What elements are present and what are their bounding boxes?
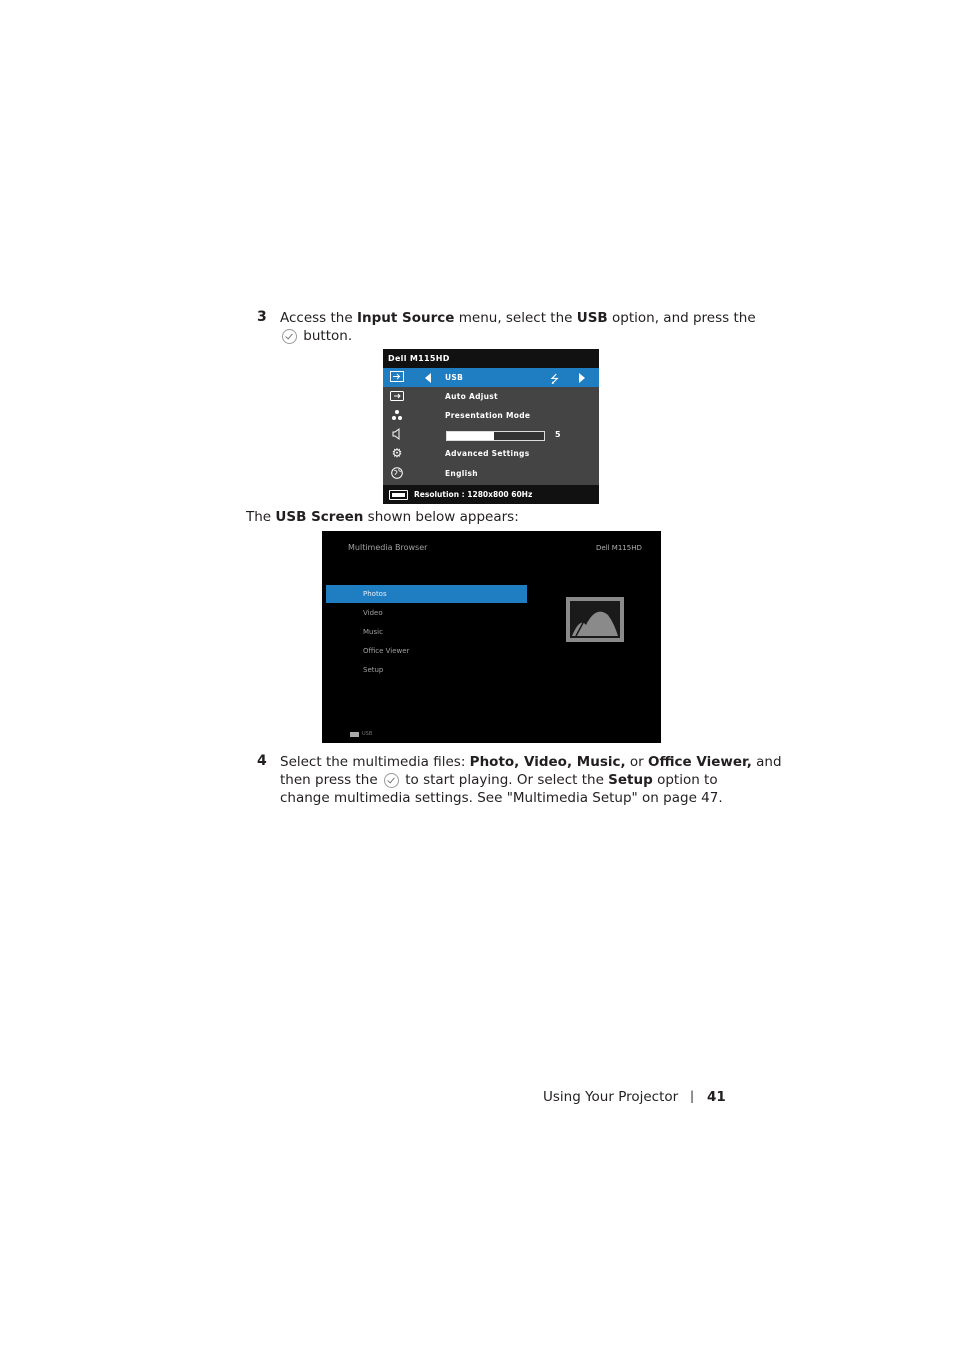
usb-source-icon [350, 732, 359, 737]
menu-item-office-viewer[interactable]: Office Viewer [363, 647, 410, 655]
photo-placeholder-icon [566, 597, 624, 642]
right-arrow-icon[interactable] [579, 373, 585, 383]
step-3-line-1: Access the Input Source menu, select the USB option, and press the [280, 310, 756, 326]
step-4-line-2: then press the to start playing. Or select the Setup option to [280, 772, 718, 788]
resolution-icon [389, 490, 408, 500]
usb-screen-caption: The USB Screen shown below appears: [246, 509, 519, 525]
menu-item-music[interactable]: Music [363, 628, 383, 636]
osd-item-advanced-settings[interactable] [383, 444, 599, 463]
step-4-line-3: change multimedia settings. See "Multimedia Setup" on page 47. [280, 790, 723, 806]
multimedia-browser-title: Multimedia Browser [348, 543, 428, 552]
osd-item-label: USB [445, 373, 464, 382]
menu-item-photos[interactable]: Photos [326, 585, 527, 603]
osd-footer [383, 485, 599, 504]
osd-item-label: Advanced Settings [445, 449, 530, 458]
step-number: 3 [257, 309, 267, 325]
osd-item-label: English [445, 469, 478, 478]
step-4-line-1: Select the multimedia files: Photo, Video, Music, or Office Viewer, and [280, 754, 782, 770]
check-button-icon [384, 773, 399, 788]
left-arrow-icon[interactable] [425, 373, 431, 383]
osd-item-label: Auto Adjust [445, 392, 498, 401]
auto-adjust-icon [390, 390, 404, 402]
advanced-settings-icon: ⚙ [391, 446, 403, 460]
resolution-text: Resolution : 1280x800 60Hz [414, 490, 533, 499]
osd-item-usb[interactable] [383, 368, 599, 387]
footer-section-title: Using Your Projector [543, 1089, 679, 1105]
presentation-mode-icon [390, 409, 404, 421]
footer-separator: | [690, 1089, 695, 1103]
osd-item-presentation-mode[interactable] [383, 406, 599, 425]
step-3-line-2: button. [280, 327, 352, 345]
usb-screen [322, 531, 661, 743]
usb-icon: ⭍ [550, 373, 560, 386]
osd-item-label: Presentation Mode [445, 411, 531, 420]
model-name: Dell M115HD [596, 544, 642, 552]
page-number: 41 [707, 1089, 726, 1105]
input-source-icon [390, 371, 404, 383]
osd-item-language[interactable] [383, 464, 599, 483]
check-button-icon [282, 329, 297, 344]
language-globe-icon [390, 467, 404, 479]
usb-source-label: USB [362, 731, 373, 737]
volume-slider-fill [447, 432, 494, 440]
menu-item-setup[interactable]: Setup [363, 666, 384, 674]
volume-slider[interactable] [446, 431, 545, 441]
osd-item-volume[interactable] [383, 425, 599, 444]
osd-item-auto-adjust[interactable] [383, 387, 599, 406]
volume-icon [390, 428, 404, 440]
step-number: 4 [257, 753, 267, 769]
osd-title: Dell M115HD [388, 354, 450, 363]
osd-menu [383, 349, 599, 504]
volume-value: 5 [555, 430, 561, 439]
osd-header [383, 349, 599, 368]
menu-item-video[interactable]: Video [363, 609, 383, 617]
